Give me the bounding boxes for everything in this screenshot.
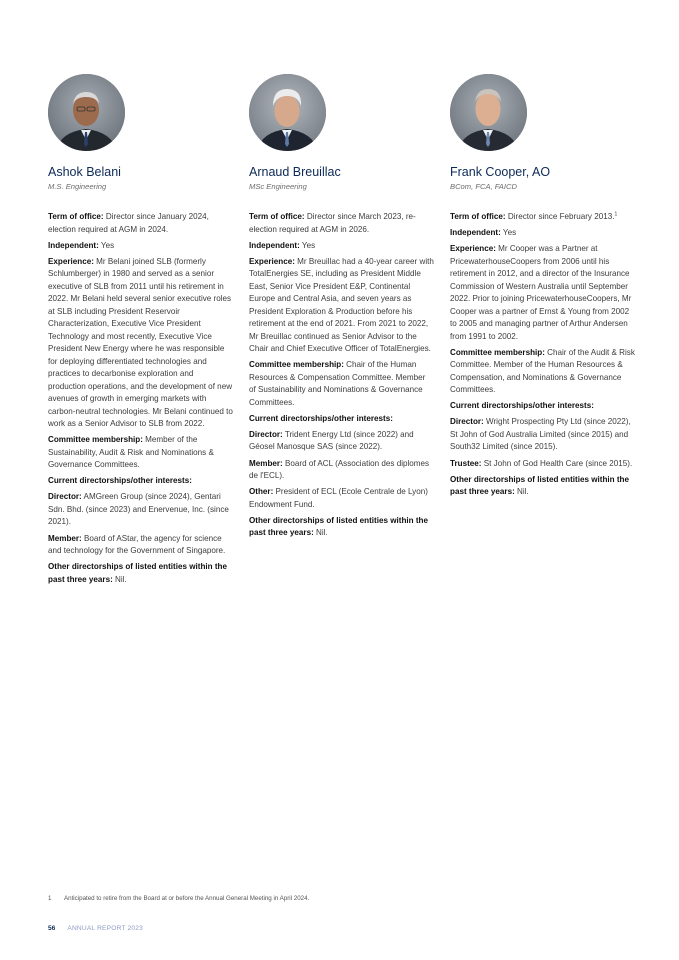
portrait-photo bbox=[249, 74, 326, 151]
director-details bbox=[249, 211, 434, 540]
page-number: 56 bbox=[48, 925, 56, 932]
current-directorships-heading: Current directorships/other interests: bbox=[249, 413, 393, 423]
director-details bbox=[450, 211, 635, 499]
report-title: ANNUAL REPORT 2023 bbox=[67, 925, 144, 932]
director-profile-cooper bbox=[450, 74, 635, 502]
directorship-entry: Director: Trident Energy Ltd (since 2022) and Géosel Manosque SAS (since 2022). bbox=[249, 429, 414, 452]
other-directorships: Other directorships of listed entities within the past three years: Nil. bbox=[249, 515, 428, 538]
term-of-office: Term of office: Director since February 2013.$^1$ bbox=[450, 211, 618, 221]
directorship-entry: Member: Board of ACL (Association des diplomes de l'ECL). bbox=[249, 458, 430, 481]
directorship-entry: Director: Wright Prospecting Pty Ltd (since 2022), St John of God Australia Limited (since 2015) and South32 Limited (since 2015). bbox=[450, 417, 631, 452]
other-directorships: Other directorships of listed entities within the past three years: Nil. bbox=[450, 474, 629, 497]
director-details bbox=[48, 211, 233, 586]
current-directorships-heading: Current directorships/other interests: bbox=[48, 476, 192, 486]
director-qualifications: BCom, FCA, FAICD bbox=[450, 182, 517, 191]
portrait-photo bbox=[450, 74, 527, 151]
footnote-marker: 1 bbox=[614, 211, 618, 218]
directorship-entry: Member: Board of AStar, the agency for science and technology for the Government of Singapore. bbox=[48, 533, 226, 556]
footnote bbox=[48, 895, 309, 902]
current-directorships-heading: Current directorships/other interests: bbox=[450, 401, 594, 411]
footnote-number: 1 bbox=[48, 895, 52, 902]
committee-membership: Committee membership: Member of the Sustainability, Audit & Risk and Nominations & Governance Committees. bbox=[48, 435, 214, 470]
director-qualifications: M.S. Engineering bbox=[48, 182, 107, 191]
other-directorships: Other directorships of listed entities within the past three years: Nil. bbox=[48, 562, 227, 584]
directorship-entry: Other: President of ECL (Ecole Centrale de Lyon) Endowment Fund. bbox=[249, 487, 428, 509]
footnote-text: Anticipated to retire from the Board at or before the Annual General Meeting in April 2024. bbox=[64, 895, 310, 902]
experience: Experience: Mr Breuillac had a 40-year career with TotalEnergies SE, including as President Middle East, Senior Vice President E&P, Continental Europe and Central Asia, and seven years as President Exploration & Production before his retirement at the end of 2021. From 2021 to 2022, Mr Breuillac continued as Senior Advisor to the Chair and Chief Executive Officer of TotalEnergies. bbox=[249, 256, 434, 354]
independent-status: Independent: Yes bbox=[249, 240, 316, 250]
page-footer bbox=[48, 925, 143, 932]
independent-status: Independent: Yes bbox=[48, 240, 115, 250]
experience: Experience: Mr Cooper was a Partner at PricewaterhouseCoopers from 2006 until his retirement in 2012, and a director of the Insurance Commission of Western Australia until September 2022. Prior to joining PricewaterhouseCoopers, Mr Cooper was a partner of Ernst & Young from 2002 to 2005 and managing partner of Arthur Andersen from 1991 to 2002. bbox=[450, 244, 632, 341]
director-name: Frank Cooper, AO bbox=[450, 165, 551, 179]
director-qualifications: MSc Engineering bbox=[249, 182, 307, 191]
director-profile-belani bbox=[48, 74, 233, 590]
term-of-office: Term of office: Director since January 2024, election required at AGM in 2024. bbox=[48, 212, 209, 234]
director-name: Arnaud Breuillac bbox=[249, 165, 341, 179]
director-name: Ashok Belani bbox=[48, 165, 121, 179]
directorship-entry: Trustee: St John of God Health Care (since 2015). bbox=[450, 458, 633, 468]
portrait-photo bbox=[48, 74, 125, 151]
experience: Experience: Mr Belani joined SLB (formerly Schlumberger) in 1980 and served as a senior executive of SLB from 2011 until his retirement in 2022. Mr Belani held several senior executive roles at SLB including President Reservoir Characterization, Executive Vice President Technology and most recently, Executive Vice President New Energy where he was responsible for deploying differentiated technologies and practices to decarbonise exploration and production operations, and the development of new avenues of growth in emerging markets with carbon-neutral technologies. Mr Belani continued to work as a Senior Advisor to SLB from 2022. bbox=[48, 256, 233, 429]
committee-membership: Committee membership: Chair of the Human Resources & Compensation Committee. Member of Sustainability and Nominations & Governance Committees. bbox=[249, 360, 426, 407]
committee-membership: Committee membership: Chair of the Audit & Risk Committee. Member of the Human Resources & Compensation, and Nominations & Governance Committees. bbox=[450, 347, 635, 395]
term-of-office: Term of office: Director since March 2023, re-election required at AGM in 2026. bbox=[249, 212, 416, 234]
directorship-entry: Director: AMGreen Group (since 2024), Gentari Sdn. Bhd. (since 2023) and Enervenue, Inc. (since 2021). bbox=[48, 492, 229, 527]
independent-status: Independent: Yes bbox=[450, 228, 517, 238]
director-profile-breuillac bbox=[249, 74, 434, 543]
